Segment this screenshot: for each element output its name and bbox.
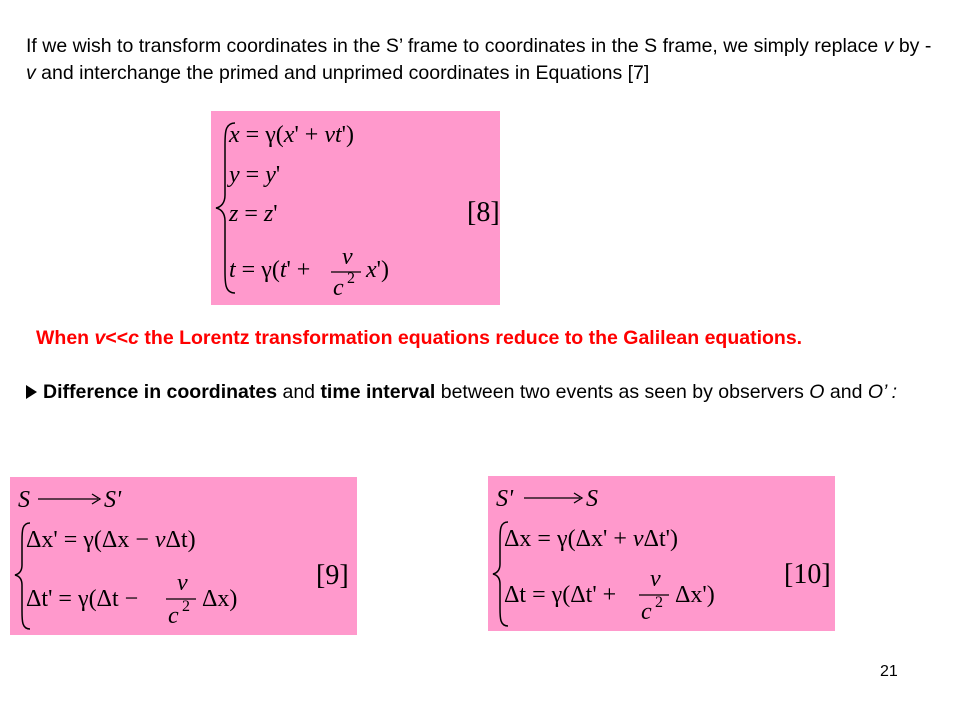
galilean-var-v: v <box>94 327 106 349</box>
bullet-arrow-icon <box>26 385 37 399</box>
eq8-l3-d: ' <box>273 201 278 227</box>
eq8-l4-e: x <box>366 257 377 283</box>
eq8-l3-b: = <box>238 201 264 227</box>
eq10-frac-exp: 2 <box>655 594 663 611</box>
eq10-from-frame: S' <box>496 486 514 512</box>
eq9-l1-b: v <box>154 527 166 553</box>
intro-var-v: v <box>883 35 894 57</box>
galilean-var-c: c <box>128 327 139 349</box>
equation-9-formula <box>10 477 357 635</box>
intro-paragraph <box>26 33 936 87</box>
difference-rest: between two events as seen by observers <box>435 381 810 403</box>
equation-9-box <box>10 477 357 635</box>
eq8-l1-f: ') <box>341 122 354 148</box>
eq8-l1-b: = γ( <box>239 122 284 148</box>
eq8-l1-e: vt <box>324 122 342 148</box>
eq9-l1-a: Δx' = γ(Δx − <box>26 527 155 553</box>
eq8-l1-c: x <box>283 122 295 148</box>
svg-text:Δx' = γ(Δx − vΔt) <box>26 527 196 553</box>
galilean-rest: the Lorentz transformation equations reduce to the Galilean equations. <box>139 327 803 349</box>
eq9-l2-a: Δt' = γ(Δt − <box>26 586 139 612</box>
difference-and: and <box>824 381 868 403</box>
svg-text:z = z' <box>228 201 278 227</box>
eq8-l4-a: t <box>229 257 236 283</box>
eq8-l2-d: ' <box>275 162 281 188</box>
galilean-much-less: << <box>105 327 129 349</box>
eq10-l2-a: Δt = γ(Δt' + <box>504 582 617 608</box>
galilean-note <box>36 327 956 350</box>
eq10-l2-e: Δx') <box>675 582 715 608</box>
eq8-l3-c: z <box>263 201 274 227</box>
difference-bold-1: Difference in coordinates <box>43 381 278 403</box>
intro-text-1: If we wish to transform coordinates in the S’ frame to coordinates in the S frame, we simply replace <box>26 35 884 57</box>
eq8-l1-a: x <box>229 122 240 148</box>
svg-text:x') <box>365 257 389 283</box>
eq8-tag: [8] <box>467 197 500 228</box>
difference-bullet <box>26 379 936 406</box>
equation-10-box <box>488 476 835 631</box>
equation-8-box <box>211 111 500 305</box>
eq10-l1-c: Δt') <box>643 526 678 552</box>
difference-mid: and <box>277 381 321 403</box>
eq9-frac-exp: 2 <box>182 598 190 615</box>
eq8-frac-exp: 2 <box>347 270 355 287</box>
eq8-l1-d: ' + <box>294 122 325 148</box>
eq9-from-frame: S <box>18 487 30 513</box>
svg-text:Δx = γ(Δx' + vΔt') <box>504 526 678 552</box>
eq10-tag: [10] <box>784 559 831 590</box>
eq8-l4-f: ') <box>376 257 389 283</box>
equation-10-formula <box>488 476 835 631</box>
svg-text:x = γ(x' + vt') <box>228 122 354 148</box>
eq9-to-frame: S' <box>104 487 122 513</box>
svg-text:t = γ(t' + <box>229 257 310 283</box>
eq10-frac-den: c <box>641 599 652 625</box>
page-number: 21 <box>880 663 898 680</box>
eq8-l2-a: y <box>229 162 240 188</box>
eq8-frac-num: v <box>342 244 353 270</box>
eq9-l2-e: Δx) <box>202 586 238 612</box>
svg-text:y = y' <box>227 162 280 188</box>
eq9-l1-c: Δt) <box>165 527 196 553</box>
eq8-l4-d: ' + <box>286 257 311 283</box>
eq8-l3-a: z <box>229 201 239 227</box>
eq10-l1-b: v <box>632 526 644 552</box>
eq8-l2-c: y <box>265 162 276 188</box>
eq10-frac-num: v <box>650 566 661 592</box>
intro-text-3: and interchange the primed and unprimed coordinates in Equations [7] <box>35 62 650 84</box>
eq9-frac-den: c <box>168 603 179 629</box>
difference-bold-2: time interval <box>320 381 436 403</box>
galilean-prefix: When <box>36 327 95 349</box>
eq8-l4-b: = γ( <box>235 257 280 283</box>
eq8-l2-b: = <box>239 162 266 188</box>
eq9-tag: [9] <box>316 560 349 591</box>
observer-o: O <box>809 381 825 403</box>
observer-o-prime: O’ : <box>867 381 898 403</box>
eq9-frac-num: v <box>177 570 188 596</box>
intro-var-v-neg: v <box>26 62 36 84</box>
eq10-l1-a: Δx = γ(Δx' + <box>504 526 633 552</box>
eq10-to-frame: S <box>586 486 598 512</box>
equation-8-formula <box>211 111 500 305</box>
eq8-frac-den: c <box>333 275 344 301</box>
intro-text-2: by - <box>893 35 932 57</box>
eq8-l4-c: t <box>279 257 287 283</box>
